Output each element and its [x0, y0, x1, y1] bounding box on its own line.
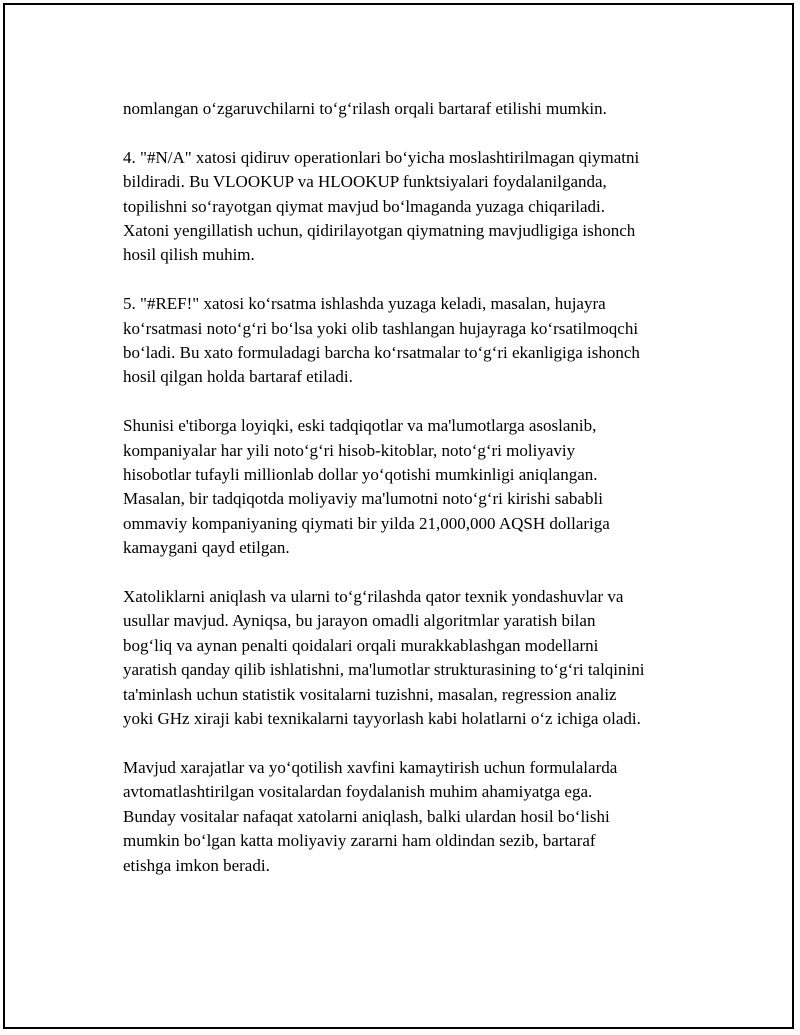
paragraph-continuation: nomlangan o‘zgaruvchilarni to‘g‘rilash orqali bartaraf etilishi mumkin. [123, 99, 607, 118]
paragraph-financial-losses: Shunisi e'tiborga loyiqki, eski tadqiqotlar va ma'lumotlarga asoslanib, kompaniyalar har yili noto‘g‘ri hisob-kitoblar, noto‘g‘ri moliyaviy hisobotlar tufayli millionlab dollar yo‘qotishi mumkinligi aniqlangan. Masalan, bir tadqiqotda moliyaviy ma'lumotni noto‘g‘ri kirishi sababli ommaviy kompaniyaning qiymati bir yilda 21,000,000 AQSH dollariga kamaygani qayd etilgan. [123, 416, 610, 558]
document-body [123, 97, 693, 902]
paragraph-error-detection-methods: Xatoliklarni aniqlash va ularni to‘g‘rilashda qator texnik yondashuvlar va usullar mavjud. Ayniqsa, bu jarayon omadli algoritmlar yaratish bilan bog‘liq va aynan penalti qoidalari orqali murakkablashgan modellarni yaratish qanday qilib ishlatishni, ma'lumotlar strukturasining to‘g‘ri talqinini ta'minlash uchun statistik vositalarni tuzishni, masalan, regression analiz yoki GHz xiraji kabi texnikalarni tayyorlash kabi holatlarni o‘z ichiga oladi. [123, 587, 645, 729]
paragraph-automation-tools: Mavjud xarajatlar va yo‘qotilish xavfini kamaytirish uchun formulalarda avtomatlashtirilgan vositalardan foydalanish muhim ahamiyatga ega. Bunday vositalar nafaqat xatolarni aniqlash, balki ulardan hosil bo‘lishi mumkin bo‘lgan katta moliyaviy zararni ham oldindan sezib, bartaraf etishga imkon beradi. [123, 757, 618, 875]
document-page [3, 3, 794, 1029]
paragraph-na-error: 4. "#N/A" xatosi qidiruv operationlari bo‘yicha moslashtirilmagan qiymatni bildiradi. Bu VLOOKUP va HLOOKUP funktsiyalari foydalanilganda, topilishni so‘rayotgan qiymat mavjud bo‘lmaganda yuzaga chiqariladi. Xatoni yengillatish uchun, qidirilayotgan qiymatning mavjudligiga ishonch hosil qilish muhim. [123, 147, 640, 265]
paragraph-ref-error: 5. "#REF!" xatosi ko‘rsatma ishlashda yuzaga keladi, masalan, hujayra ko‘rsatmasi noto‘g‘ri bo‘lsa yoki olib tashlangan hujayraga ko‘rsatilmoqchi bo‘ladi. Bu xato formuladagi barcha ko‘rsatmalar to‘g‘ri ekanligiga ishonch hosil qilgan holda bartaraf etiladi. [123, 294, 640, 387]
